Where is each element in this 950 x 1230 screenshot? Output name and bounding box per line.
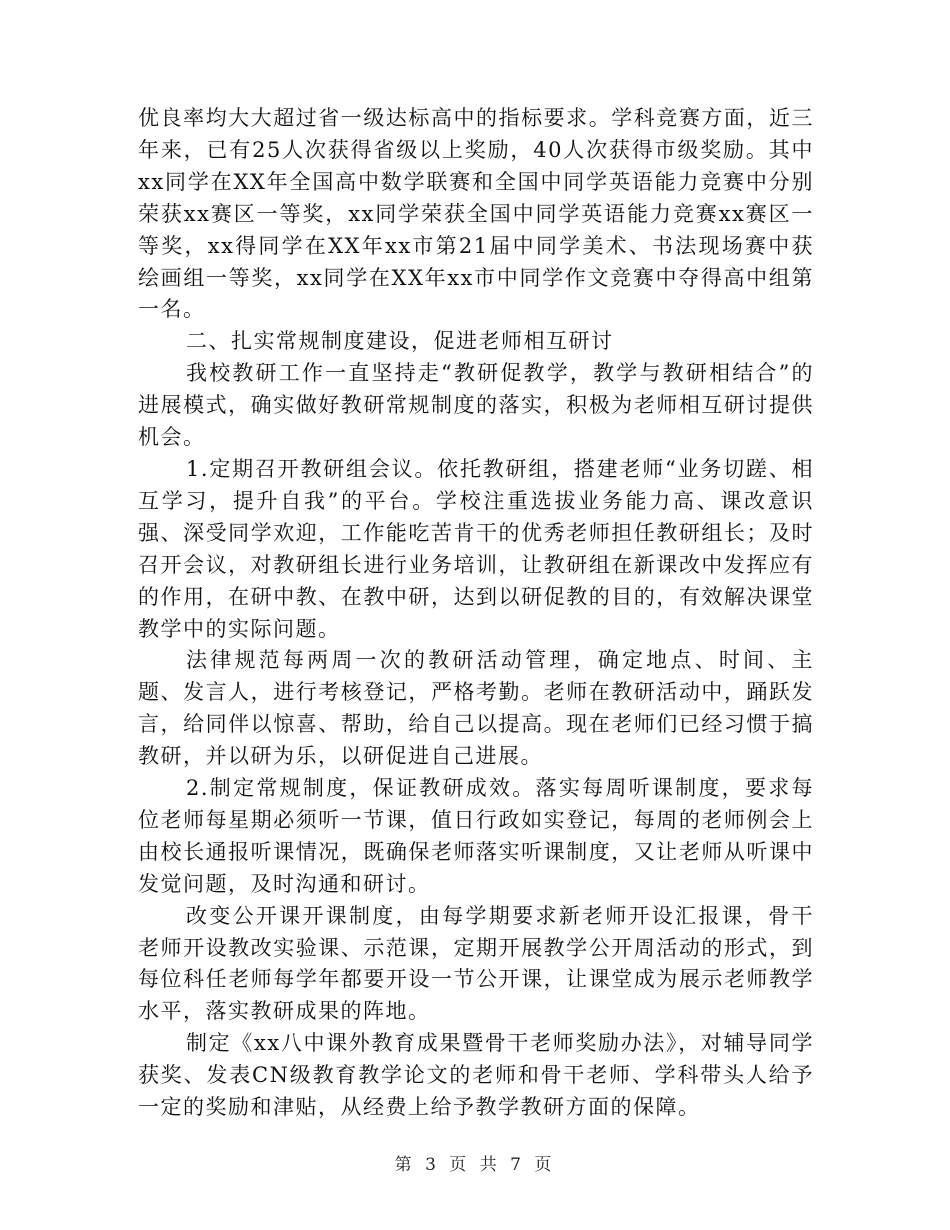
section-heading: 二、扎实常规制度建设，促进老师相互研讨 [186,329,614,354]
page-number-footer: 第 3 页 共 7 页 [394,1155,556,1175]
paragraph-competition-results: 优良率均大大超过省一级达标高中的指标要求。学科竞赛方面，近三年来，已有25人次获得省级以上奖励，40人次获得市级奖励。其中xx同学在XX年全国高中数学联赛和全国中同学英语能力竞赛中分别荣获xx赛区一等奖，xx同学荣获全国中同学英语能力竞赛xx赛区一等奖，xx得同学在XX年xx市第21届中同学美术、书法现场赛中获绘画组一等奖，xx同学在XX年xx市中同学作文竞赛中夺得高中组第一名。 [138,106,814,322]
paragraph-group-meetings: 1.定期召开教研组会议。依托教研组，搭建老师“业务切蹉、相互学习，提升自我”的平台。学校注重选拔业务能力高、课改意识强、深受同学欢迎，工作能吃苦肯干的优秀老师担任教研组长；及时召开会议，对教研组长进行业务培训，让教研组在新课改中发挥应有的作用，在研中教、在教中研，达到以研促教的目的，有效解决课堂教学中的实际问题。 [138,456,814,641]
paragraph-lecture-system: 2.制定常规制度，保证教研成效。落实每周听课制度，要求每位老师每星期必须听一节课，值日行政如实登记，每周的老师例会上由校长通报听课情况，既确保老师落实听课制度，又让老师从听课中发觉问题，及时沟通和研讨。 [138,776,814,896]
paragraph-open-class: 改变公开课开课制度，由每学期要求新老师开设汇报课，骨干老师开设教改实验课、示范课，定期开展教学公开周活动的形式，到每位科任老师每学年都要开设一节公开课，让课堂成为展示老师教学水平，落实教研成果的阵地。 [138,903,814,1024]
paragraph-research-model: 我校教研工作一直坚持走“教研促教学，教学与教研相结合”的进展模式，确实做好教研常规制度的落实，积极为老师相互研讨提供机会。 [138,361,814,450]
paragraph-activity-management: 法律规范每两周一次的教研活动管理，确定地点、时间、主题、发言人，进行考核登记，严格考勤。老师在教研活动中，踊跃发言，给同伴以惊喜、帮助，给自己以提高。现在老师们已经习惯于搞教研，并以研为乐，以研促进自己进展。 [138,648,814,769]
document-body [138,103,814,1124]
paragraph-reward-policy: 制定《xx八中课外教育成果暨骨干老师奖励办法》，对辅导同学获奖、发表CN级教育教学论文的老师和骨干老师、学科带头人给予一定的奖励和津贴，从经费上给予教学教研方面的保障。 [138,1031,814,1120]
